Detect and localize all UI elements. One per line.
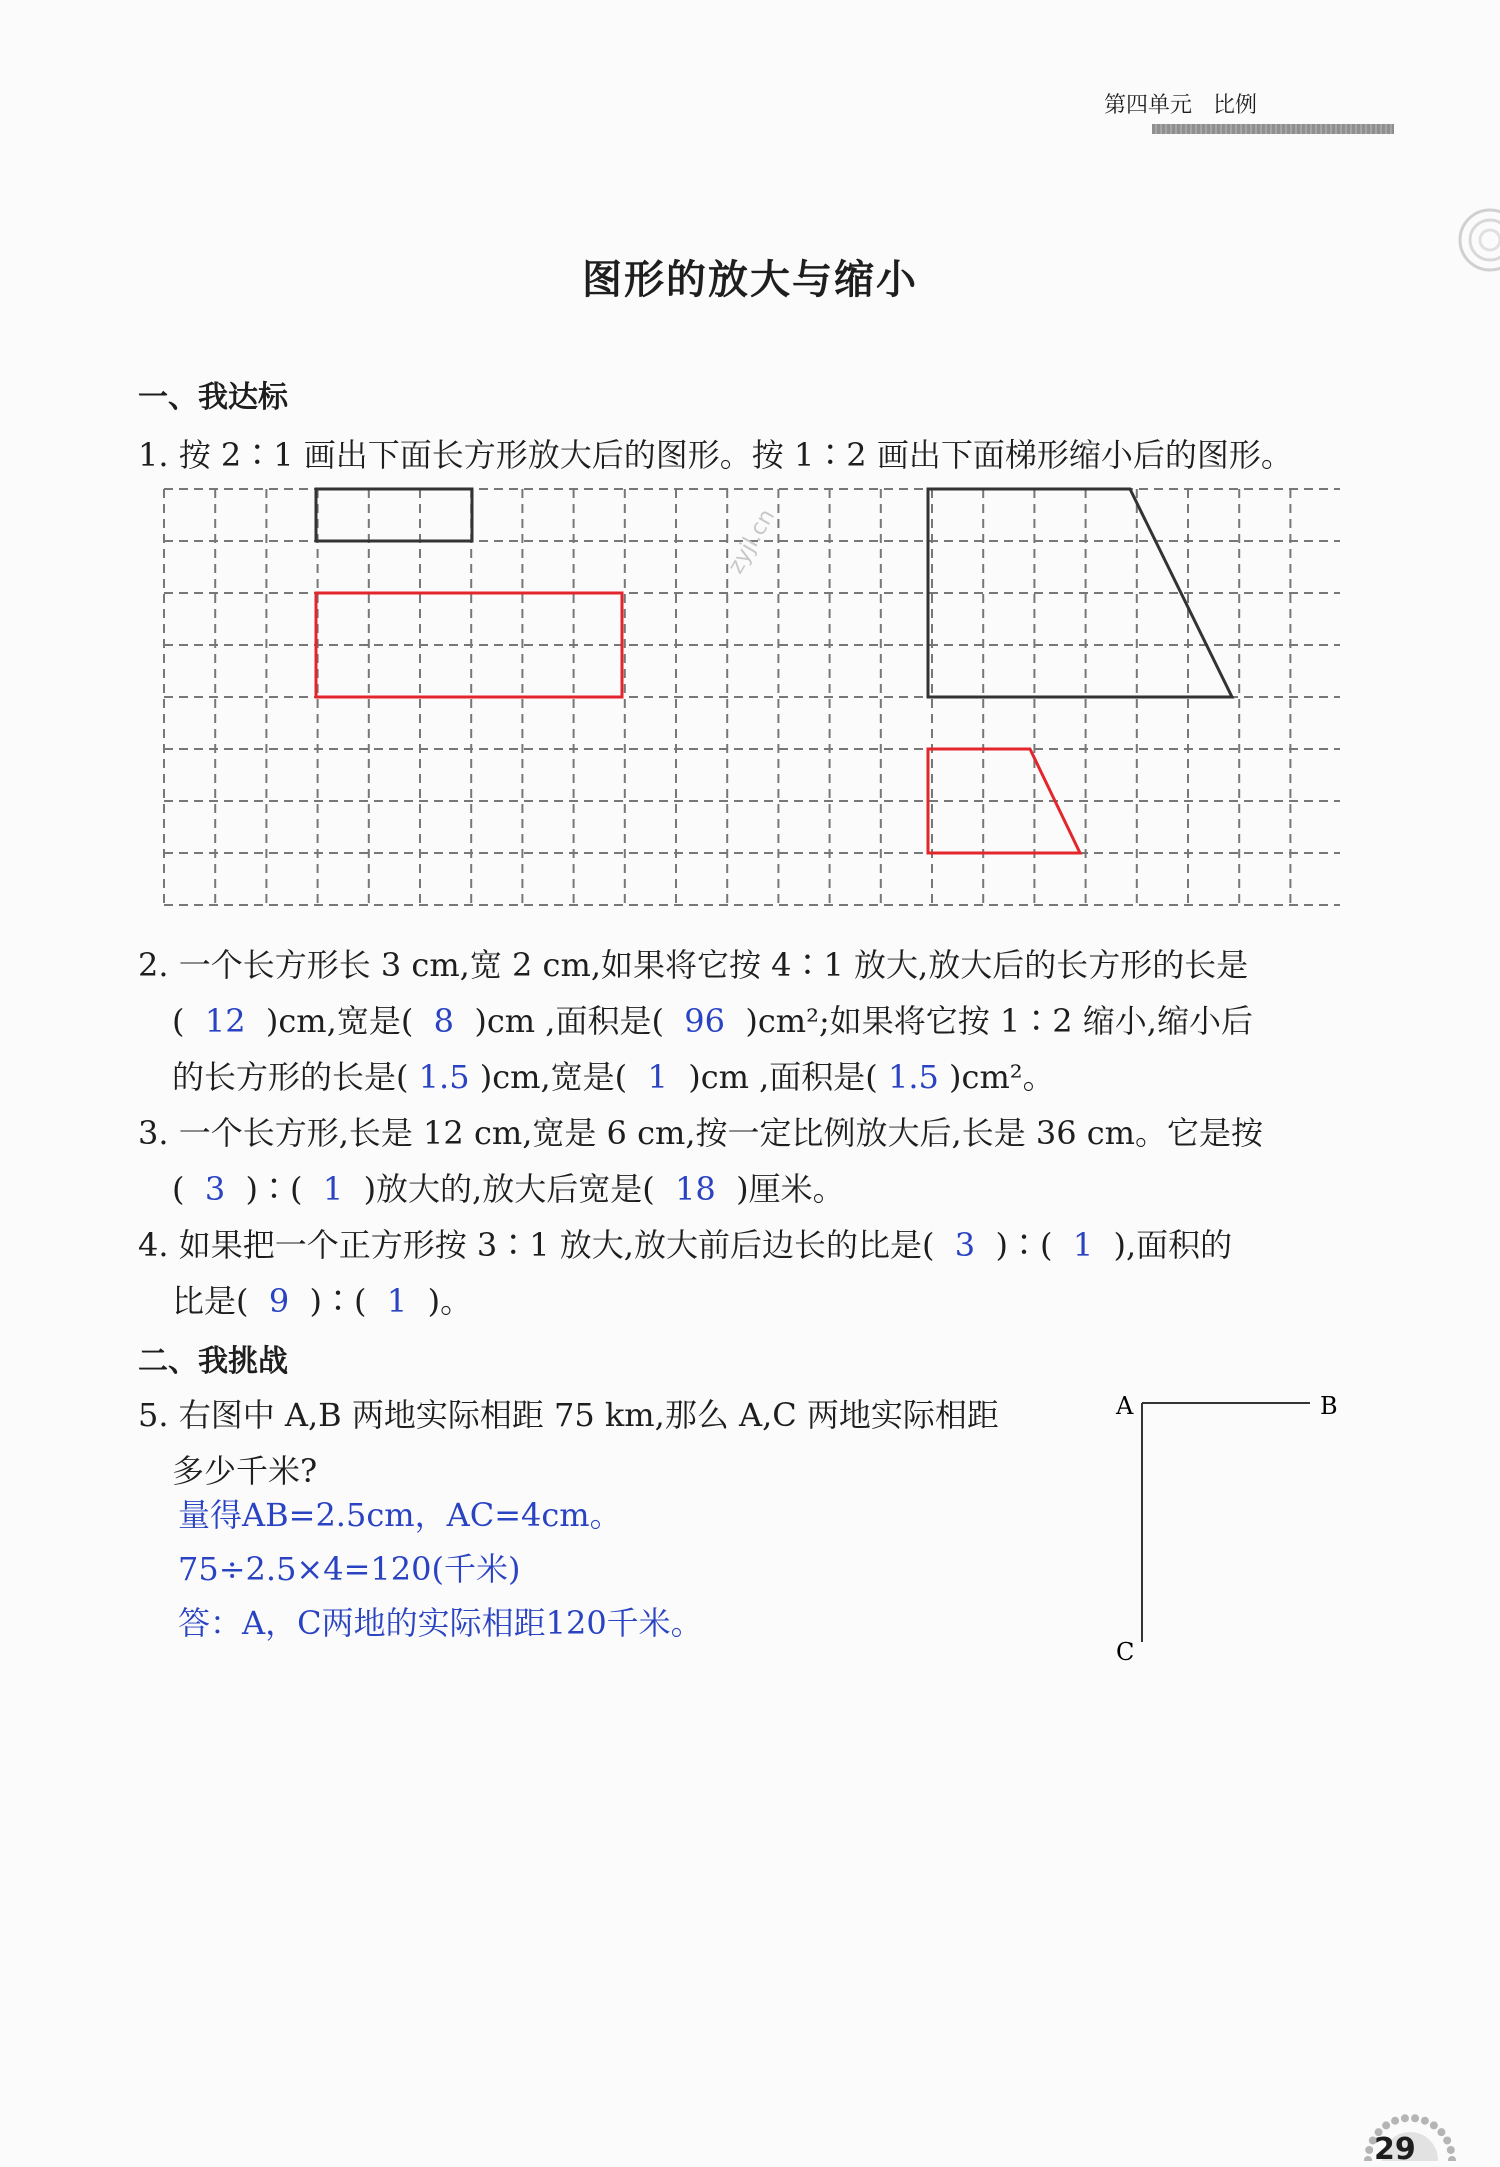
question-3-line-1: 3. 一个长方形,长是 12 cm,宽是 6 cm,按一定比例放大后,长是 36 cm。它是按 [138, 1114, 1264, 1152]
text: ( [172, 1002, 185, 1040]
text: )放大的,放大后宽是( [363, 1170, 655, 1208]
text: )cm,宽是( [265, 1002, 414, 1040]
text: )∶( [995, 1226, 1053, 1264]
topic-label: 比例 [1213, 93, 1258, 118]
header-bar [1152, 124, 1394, 134]
question-2-line-3 [172, 1052, 1055, 1098]
question-4-line-2 [172, 1276, 472, 1322]
answer-5-measure: 量得AB=2.5cm，AC=4cm。 [178, 1496, 622, 1534]
question-3-line-2 [172, 1164, 845, 1210]
text: ( [172, 1170, 185, 1208]
answer-reduced-width: 1 [647, 1058, 668, 1096]
text: )。 [427, 1282, 473, 1320]
section-2-heading: 二、我挑战 [138, 1344, 288, 1379]
text: )∶( [245, 1170, 303, 1208]
grid-figure [160, 485, 1340, 915]
point-c-label: C [1116, 1638, 1135, 1666]
answer-area-ratio-b: 1 [386, 1282, 408, 1320]
answer-side-ratio-a: 3 [954, 1226, 976, 1264]
answer-width: 8 [433, 1002, 455, 1040]
text: )cm,宽是( [479, 1058, 628, 1096]
question-4-line-1 [138, 1220, 1232, 1266]
text: )cm²;如果将它按 1∶2 缩小,缩小后 [745, 1002, 1253, 1040]
unit-label: 第四单元 [1104, 93, 1193, 118]
unit-header [1104, 88, 1257, 119]
answer-length: 12 [204, 1002, 246, 1040]
text: )cm ,面积是( [474, 1002, 664, 1040]
question-1-text: 1. 按 2∶1 画出下面长方形放大后的图形。按 1∶2 画出下面梯形缩小后的图形。 [138, 436, 1293, 474]
text: )厘米。 [736, 1170, 845, 1208]
text: )cm²。 [949, 1058, 1055, 1096]
answer-area: 96 [684, 1002, 726, 1040]
text: )∶( [309, 1282, 367, 1320]
text: 4. 如果把一个正方形按 3∶1 放大,放大前后边长的比是( [138, 1226, 935, 1264]
answer-side-ratio-b: 1 [1072, 1226, 1094, 1264]
text: ),面积的 [1113, 1226, 1233, 1264]
original-rectangle [316, 489, 472, 541]
question-5-line-2: 多少千米? [172, 1452, 318, 1490]
answer-5-conclusion: 答：A，C两地的实际相距120千米。 [178, 1604, 703, 1642]
watermark: zyjl.cn [723, 505, 781, 578]
answer-area-ratio-a: 9 [268, 1282, 290, 1320]
point-a-label: A [1116, 1392, 1134, 1420]
answer-ratio-b: 1 [322, 1170, 344, 1208]
text: 比是( [172, 1282, 249, 1320]
text: 的长方形的长是( [172, 1058, 409, 1096]
question-2-line-2 [172, 996, 1253, 1042]
answer-reduced-area: 1.5 [887, 1058, 939, 1096]
answer-new-width: 18 [675, 1170, 716, 1208]
page-number: 29 [1374, 2132, 1416, 2167]
answer-ratio-a: 3 [204, 1170, 226, 1208]
section-1-heading: 一、我达标 [138, 380, 288, 415]
abc-diagram [1110, 1380, 1350, 1670]
question-5-line-1: 5. 右图中 A,B 两地实际相距 75 km,那么 A,C 两地实际相距 [138, 1396, 999, 1434]
text: )cm ,面积是( [688, 1058, 878, 1096]
answer-5-calc: 75÷2.5×4=120(千米) [178, 1550, 521, 1588]
point-b-label: B [1320, 1392, 1338, 1420]
page-title: 图形的放大与缩小 [582, 257, 918, 303]
question-2-line-1: 2. 一个长方形长 3 cm,宽 2 cm,如果将它按 4∶1 放大,放大后的长方形的长是 [138, 946, 1249, 984]
answer-reduced-length: 1.5 [418, 1058, 470, 1096]
